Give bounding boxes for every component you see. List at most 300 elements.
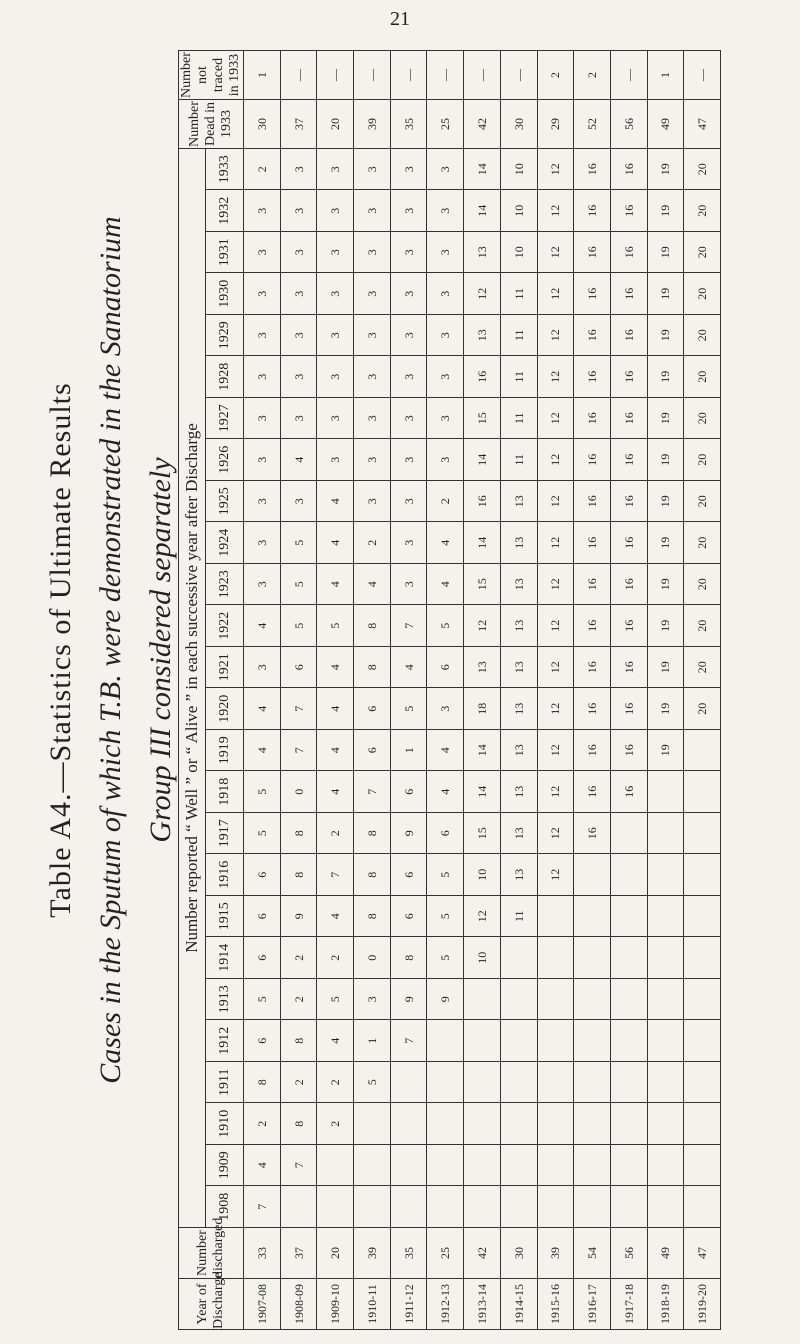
year-column-header: 1931 — [206, 232, 244, 274]
dead-cell: 35 — [390, 100, 427, 149]
year-cell: 1907-08 — [244, 1279, 281, 1330]
value-cell: 3 — [244, 564, 281, 606]
value-cell: 3 — [390, 356, 427, 398]
value-cell: 7 — [280, 688, 317, 730]
value-cell: 4 — [427, 730, 464, 772]
year-column-header: 1927 — [206, 398, 244, 440]
value-cell: 3 — [280, 232, 317, 274]
value-cell — [390, 1062, 427, 1104]
value-cell: 2 — [280, 1062, 317, 1104]
value-cell — [464, 979, 501, 1021]
value-cell — [537, 1103, 574, 1145]
discharged-cell: 54 — [574, 1228, 611, 1279]
value-cell: 16 — [464, 481, 501, 523]
value-cell: 3 — [317, 190, 354, 232]
value-cell: 9 — [390, 979, 427, 1021]
value-cell — [647, 937, 684, 979]
value-cell: 5 — [244, 771, 281, 813]
value-cell — [427, 1145, 464, 1187]
value-cell: 5 — [354, 1062, 391, 1104]
value-cell: 3 — [244, 439, 281, 481]
value-cell: 6 — [244, 1020, 281, 1062]
value-cell: 3 — [280, 190, 317, 232]
value-cell — [684, 854, 721, 896]
value-cell: 3 — [354, 356, 391, 398]
value-cell: 3 — [427, 356, 464, 398]
value-cell: 3 — [317, 356, 354, 398]
value-cell: 6 — [244, 896, 281, 938]
value-cell: 3 — [354, 315, 391, 357]
value-cell: 4 — [244, 605, 281, 647]
year-column-header: 1915 — [206, 896, 244, 938]
value-cell — [610, 1103, 647, 1145]
table-row — [537, 51, 574, 1330]
value-cell: 6 — [390, 771, 427, 813]
dead-cell: 49 — [647, 100, 684, 149]
value-cell: 16 — [574, 605, 611, 647]
value-cell: 7 — [280, 1145, 317, 1187]
value-cell: 11 — [500, 273, 537, 315]
results-table-wrapper — [178, 50, 710, 1330]
value-cell: 12 — [537, 232, 574, 274]
dead-cell: 30 — [244, 100, 281, 149]
value-cell: 3 — [317, 315, 354, 357]
discharged-cell: 56 — [610, 1228, 647, 1279]
value-cell: 3 — [427, 232, 464, 274]
not-traced-cell: — — [610, 51, 647, 100]
value-cell: 3 — [280, 273, 317, 315]
discharged-cell: 39 — [354, 1228, 391, 1279]
value-cell: 16 — [610, 730, 647, 772]
year-cell: 1918-19 — [647, 1279, 684, 1330]
value-cell — [390, 1186, 427, 1228]
value-cell: 19 — [647, 190, 684, 232]
discharged-cell: 37 — [280, 1228, 317, 1279]
value-cell — [574, 1145, 611, 1187]
value-cell: 8 — [390, 937, 427, 979]
value-cell — [390, 1103, 427, 1145]
year-cell: 1917-18 — [610, 1279, 647, 1330]
value-cell: 20 — [684, 647, 721, 689]
value-cell: 4 — [317, 481, 354, 523]
dead-cell: 29 — [537, 100, 574, 149]
discharged-cell: 39 — [537, 1228, 574, 1279]
year-cell: 1908-09 — [280, 1279, 317, 1330]
value-cell: 10 — [500, 232, 537, 274]
value-cell: 16 — [574, 273, 611, 315]
table-row — [244, 51, 281, 1330]
value-cell: 3 — [427, 688, 464, 730]
number-not-traced-header: Number not traced in 1933 — [179, 52, 242, 98]
value-cell — [354, 1145, 391, 1187]
value-cell: 16 — [610, 356, 647, 398]
value-cell — [647, 896, 684, 938]
table-row — [684, 51, 721, 1330]
value-cell: 3 — [354, 232, 391, 274]
value-cell — [574, 1062, 611, 1104]
year-cell: 1911-12 — [390, 1279, 427, 1330]
value-cell: 13 — [500, 854, 537, 896]
value-cell: 19 — [647, 273, 684, 315]
value-cell: 6 — [244, 854, 281, 896]
value-cell — [684, 771, 721, 813]
number-dead-header: Number Dead in 1933 — [179, 100, 244, 149]
table-subtitle: Cases in the Sputum of which T.B. were demonstrated in the Sanatorium — [94, 216, 127, 1084]
value-cell: 8 — [280, 813, 317, 855]
value-cell: 20 — [684, 605, 721, 647]
value-cell: 13 — [464, 232, 501, 274]
value-cell: 5 — [427, 605, 464, 647]
year-column-header: 1930 — [206, 273, 244, 315]
value-cell — [647, 1186, 684, 1228]
value-cell: 8 — [354, 854, 391, 896]
value-cell: 19 — [647, 315, 684, 357]
year-column-header: 1908 — [206, 1186, 244, 1228]
not-traced-cell: 2 — [574, 51, 611, 100]
value-cell: 16 — [574, 813, 611, 855]
value-cell: 14 — [464, 190, 501, 232]
value-cell: 12 — [464, 605, 501, 647]
value-cell — [500, 1062, 537, 1104]
dead-cell: 37 — [280, 100, 317, 149]
value-cell: 13 — [500, 522, 537, 564]
value-cell: 15 — [464, 398, 501, 440]
year-column-header: 1924 — [206, 522, 244, 564]
value-cell: 3 — [354, 439, 391, 481]
year-column-header: 1919 — [206, 730, 244, 772]
table-row — [500, 51, 537, 1330]
value-cell: 12 — [464, 273, 501, 315]
value-cell: 10 — [464, 854, 501, 896]
discharged-cell: 35 — [390, 1228, 427, 1279]
value-cell: 16 — [610, 398, 647, 440]
year-cell: 1912-13 — [427, 1279, 464, 1330]
value-cell: 4 — [244, 730, 281, 772]
value-cell — [684, 1145, 721, 1187]
value-cell: 19 — [647, 232, 684, 274]
dead-cell: 47 — [684, 100, 721, 149]
value-cell: 8 — [354, 813, 391, 855]
value-cell: 12 — [537, 190, 574, 232]
value-cell: 11 — [500, 439, 537, 481]
value-cell: 4 — [427, 564, 464, 606]
value-cell — [464, 1020, 501, 1062]
discharged-cell: 33 — [244, 1228, 281, 1279]
value-cell: 2 — [427, 481, 464, 523]
value-cell — [647, 1020, 684, 1062]
value-cell: 5 — [427, 896, 464, 938]
value-cell: 20 — [684, 356, 721, 398]
value-cell: 4 — [317, 647, 354, 689]
table-row — [280, 51, 317, 1330]
value-cell: 2 — [317, 1062, 354, 1104]
year-column-header: 1928 — [206, 356, 244, 398]
value-cell — [610, 937, 647, 979]
value-cell: 16 — [610, 688, 647, 730]
value-cell: 16 — [610, 232, 647, 274]
value-cell — [574, 937, 611, 979]
value-cell — [610, 896, 647, 938]
value-cell: 12 — [537, 522, 574, 564]
value-cell: 3 — [390, 522, 427, 564]
year-column-header: 1917 — [206, 813, 244, 855]
year-cell: 1916-17 — [574, 1279, 611, 1330]
value-cell: 10 — [464, 937, 501, 979]
value-cell — [610, 1020, 647, 1062]
year-column-header: 1913 — [206, 979, 244, 1021]
table-row — [427, 51, 464, 1330]
value-cell: 9 — [427, 979, 464, 1021]
value-cell: 12 — [537, 398, 574, 440]
year-column-header: 1914 — [206, 937, 244, 979]
value-cell: 3 — [244, 273, 281, 315]
value-cell — [354, 1186, 391, 1228]
value-cell — [574, 1020, 611, 1062]
value-cell: 16 — [610, 149, 647, 191]
value-cell: 16 — [610, 771, 647, 813]
value-cell: 4 — [427, 771, 464, 813]
value-cell — [574, 854, 611, 896]
value-cell: 12 — [537, 605, 574, 647]
value-cell: 3 — [427, 149, 464, 191]
value-cell — [500, 979, 537, 1021]
value-cell: 16 — [574, 647, 611, 689]
value-cell: 19 — [647, 564, 684, 606]
value-cell: 19 — [647, 356, 684, 398]
value-cell: 2 — [244, 149, 281, 191]
dead-cell: 39 — [354, 100, 391, 149]
value-cell: 4 — [317, 564, 354, 606]
value-cell: 13 — [500, 688, 537, 730]
value-cell — [500, 1186, 537, 1228]
value-cell — [574, 979, 611, 1021]
value-cell — [500, 1103, 537, 1145]
value-cell: 4 — [317, 522, 354, 564]
value-cell: 6 — [427, 813, 464, 855]
page-number: 21 — [390, 8, 410, 30]
year-column-header: 1918 — [206, 771, 244, 813]
year-cell: 1915-16 — [537, 1279, 574, 1330]
value-cell: 3 — [244, 481, 281, 523]
value-cell: 4 — [354, 564, 391, 606]
value-cell — [647, 771, 684, 813]
value-cell: 20 — [684, 190, 721, 232]
value-cell: 13 — [500, 605, 537, 647]
value-cell: 12 — [537, 771, 574, 813]
value-cell: 4 — [244, 1145, 281, 1187]
value-cell: 19 — [647, 149, 684, 191]
value-cell: 2 — [317, 813, 354, 855]
table-group-note: Group III considered separately — [144, 457, 177, 843]
value-cell — [464, 1186, 501, 1228]
value-cell: 5 — [390, 688, 427, 730]
value-cell: 6 — [354, 730, 391, 772]
value-cell: 3 — [280, 149, 317, 191]
value-cell — [537, 896, 574, 938]
value-cell: 12 — [537, 813, 574, 855]
value-cell: 16 — [574, 771, 611, 813]
value-cell: 18 — [464, 688, 501, 730]
value-cell — [317, 1145, 354, 1187]
value-cell: 5 — [427, 937, 464, 979]
value-cell: 13 — [500, 481, 537, 523]
year-column-header: 1911 — [206, 1062, 244, 1104]
value-cell: 16 — [574, 190, 611, 232]
dead-cell: 56 — [610, 100, 647, 149]
value-cell: 7 — [280, 730, 317, 772]
year-of-discharge-header: Year of Discharge — [179, 1279, 244, 1330]
value-cell — [610, 854, 647, 896]
year-column-header: 1909 — [206, 1145, 244, 1187]
value-cell: 16 — [574, 398, 611, 440]
value-cell — [537, 937, 574, 979]
value-cell: 16 — [574, 481, 611, 523]
table-title: Table A4.—Statistics of Ultimate Results — [44, 382, 77, 918]
value-cell: 3 — [354, 979, 391, 1021]
value-cell: 11 — [500, 398, 537, 440]
value-cell — [647, 979, 684, 1021]
value-cell: 12 — [464, 896, 501, 938]
value-cell: 14 — [464, 149, 501, 191]
not-traced-cell: — — [354, 51, 391, 100]
value-cell: 5 — [280, 605, 317, 647]
value-cell: 12 — [537, 688, 574, 730]
value-cell: 5 — [317, 605, 354, 647]
value-cell: 3 — [244, 647, 281, 689]
table-row — [317, 51, 354, 1330]
year-cell: 1913-14 — [464, 1279, 501, 1330]
value-cell: 11 — [500, 356, 537, 398]
value-cell: 3 — [280, 398, 317, 440]
value-cell: 3 — [390, 315, 427, 357]
value-cell: 19 — [647, 730, 684, 772]
value-cell — [684, 1062, 721, 1104]
value-cell: 3 — [317, 439, 354, 481]
value-cell: 7 — [354, 771, 391, 813]
year-column-header: 1933 — [206, 149, 244, 191]
table-row — [647, 51, 684, 1330]
value-cell: 8 — [280, 854, 317, 896]
not-traced-cell: — — [427, 51, 464, 100]
not-traced-cell: — — [317, 51, 354, 100]
value-cell — [354, 1103, 391, 1145]
value-cell: 5 — [427, 854, 464, 896]
value-cell: 7 — [390, 605, 427, 647]
discharged-cell: 20 — [317, 1228, 354, 1279]
value-cell — [684, 896, 721, 938]
value-cell: 14 — [464, 771, 501, 813]
value-cell: 3 — [390, 232, 427, 274]
value-cell: 5 — [280, 522, 317, 564]
value-cell — [684, 937, 721, 979]
value-cell — [610, 979, 647, 1021]
value-cell: 6 — [280, 647, 317, 689]
value-cell — [684, 979, 721, 1021]
value-cell — [537, 1186, 574, 1228]
year-column-header: 1921 — [206, 647, 244, 689]
value-cell — [647, 1062, 684, 1104]
value-cell: 3 — [244, 232, 281, 274]
value-cell — [684, 1103, 721, 1145]
year-column-header: 1920 — [206, 688, 244, 730]
value-cell: 2 — [244, 1103, 281, 1145]
value-cell: 5 — [244, 979, 281, 1021]
value-cell: 8 — [280, 1103, 317, 1145]
discharged-cell: 30 — [500, 1228, 537, 1279]
value-cell: 13 — [464, 315, 501, 357]
value-cell — [610, 1145, 647, 1187]
value-cell: 4 — [317, 771, 354, 813]
value-cell: 3 — [244, 356, 281, 398]
table-row — [610, 51, 647, 1330]
table-row — [354, 51, 391, 1330]
value-cell: 16 — [574, 439, 611, 481]
value-cell: 3 — [427, 398, 464, 440]
value-cell: 12 — [537, 481, 574, 523]
value-cell: 3 — [390, 398, 427, 440]
dead-cell: 30 — [500, 100, 537, 149]
value-cell — [684, 1186, 721, 1228]
value-cell: 20 — [684, 522, 721, 564]
year-column-header: 1923 — [206, 564, 244, 606]
value-cell: 8 — [280, 1020, 317, 1062]
value-cell: 4 — [244, 688, 281, 730]
value-cell: 8 — [354, 647, 391, 689]
year-column-header: 1912 — [206, 1020, 244, 1062]
year-column-header: 1925 — [206, 481, 244, 523]
value-cell: 11 — [500, 896, 537, 938]
value-cell: 19 — [647, 522, 684, 564]
value-cell: 3 — [317, 232, 354, 274]
value-cell: 5 — [317, 979, 354, 1021]
value-cell: 16 — [574, 688, 611, 730]
value-cell: 6 — [244, 937, 281, 979]
value-cell: 16 — [574, 730, 611, 772]
value-cell — [574, 1186, 611, 1228]
value-cell: 3 — [244, 522, 281, 564]
value-cell: 3 — [354, 398, 391, 440]
value-cell: 3 — [390, 481, 427, 523]
value-cell — [684, 730, 721, 772]
value-cell: 3 — [244, 398, 281, 440]
value-cell: 12 — [537, 647, 574, 689]
value-cell: 15 — [464, 564, 501, 606]
value-cell: 16 — [574, 522, 611, 564]
value-cell: 12 — [537, 854, 574, 896]
value-cell: 12 — [537, 356, 574, 398]
value-cell: 16 — [610, 190, 647, 232]
value-cell — [574, 1103, 611, 1145]
value-cell — [684, 1020, 721, 1062]
value-cell — [647, 1103, 684, 1145]
value-cell: 15 — [464, 813, 501, 855]
value-cell: 7 — [317, 854, 354, 896]
value-cell: 12 — [537, 149, 574, 191]
value-cell — [427, 1103, 464, 1145]
discharged-cell: 47 — [684, 1228, 721, 1279]
value-cell — [464, 1103, 501, 1145]
value-cell: 6 — [390, 896, 427, 938]
value-cell: 16 — [574, 315, 611, 357]
number-discharged-header: Number discharged — [179, 1228, 244, 1279]
value-cell — [537, 1020, 574, 1062]
value-cell: 6 — [427, 647, 464, 689]
value-cell: 2 — [280, 937, 317, 979]
value-cell: 16 — [610, 522, 647, 564]
table-row — [390, 51, 427, 1330]
value-cell: 1 — [354, 1020, 391, 1062]
value-cell: 12 — [537, 315, 574, 357]
